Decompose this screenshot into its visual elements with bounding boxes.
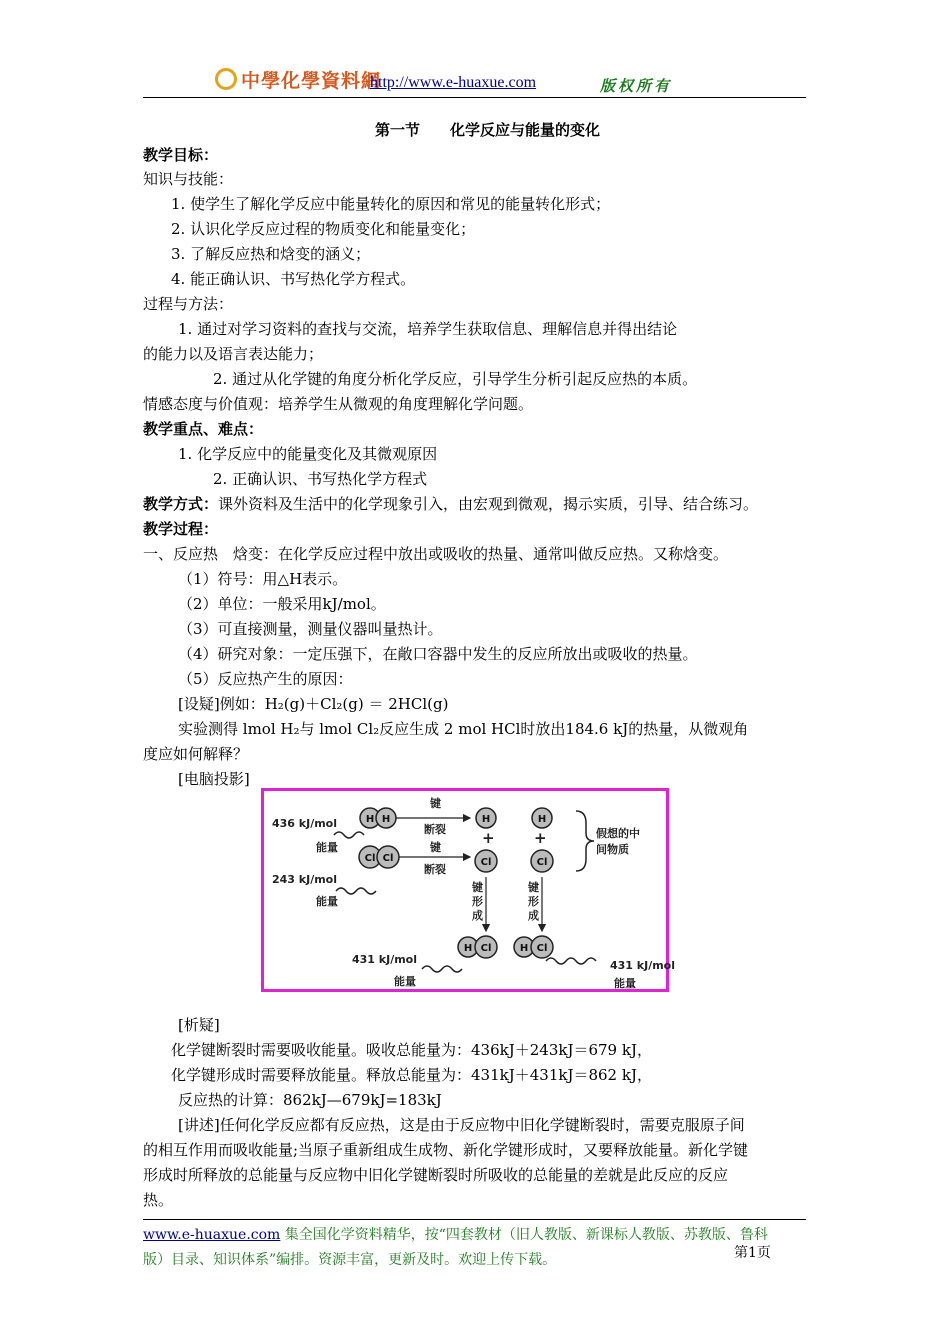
logo-text: 中學化學資料網 [241, 70, 382, 92]
atom-label: H [481, 814, 491, 825]
method-label: 教学方式： [143, 495, 219, 513]
energy-wave-icon [334, 832, 364, 838]
lecture-line: [讲述]任何化学反应都有反应热，这是由于反应物中旧化学键断裂时，需要克服原子间 [178, 1116, 745, 1134]
atom-label: Cl [536, 943, 548, 954]
knowledge-heading: 知识与技能： [143, 170, 234, 188]
atom-label: H [365, 814, 375, 825]
calc-line: 反应热的计算：862kJ—679kJ=183kJ [178, 1091, 442, 1109]
intermediate-label: 间物质 [596, 843, 629, 856]
plus-sign: + [482, 829, 495, 847]
point-item: （4）研究对象：一定压强下，在敞口容器中发生的反应所放出或吸收的热量。 [178, 645, 698, 663]
form-label: 键 [528, 881, 539, 894]
energy-wave-icon [336, 888, 376, 894]
point-item: （2）单位：一般采用kJ/mol。 [178, 595, 386, 613]
projection-label: [电脑投影] [178, 770, 250, 788]
keypoint-item: 1. 化学反应中的能量变化及其微观原因 [178, 445, 438, 463]
site-logo [215, 66, 381, 93]
plus-sign: + [534, 829, 547, 847]
atom-label: Cl [382, 853, 394, 864]
energy-wave-icon [422, 966, 462, 972]
point-item: （5）反应热产生的原因： [178, 670, 353, 688]
point-item: （1）符号：用△H表示。 [178, 570, 348, 588]
keypoint-item: 2. 正确认识、书写热化学方程式 [213, 470, 428, 488]
energy-value-1: 436 kJ/mol [272, 817, 338, 830]
energy-wave-icon [546, 958, 596, 964]
energy-value-3: 431 kJ/mol [352, 953, 418, 966]
form-label: 形 [528, 895, 539, 908]
lecture-line: 形成时所释放的总能量与反应物中旧化学键断裂时所吸收的总能量的差就是此反应的反应 [143, 1166, 729, 1184]
lecture-line: 的相互作用而吸收能量;当原子重新组成生成物、新化学键形成时，又要释放能量。新化学键 [143, 1141, 749, 1159]
question-line: [设疑]例如：H₂(g)＋Cl₂(g) ＝ 2HCl(g) [178, 695, 449, 713]
header-copyright: 版权所有 [600, 77, 673, 95]
process-item-line: 2. 通过从化学键的角度分析化学反应，引导学生分析引起反应热的本质。 [213, 370, 698, 388]
atom-label: H [463, 943, 473, 954]
analysis-label: [析疑] [178, 1016, 220, 1034]
form-label: 形 [472, 895, 483, 908]
break-label: 断裂 [424, 823, 446, 836]
brace-icon [576, 811, 594, 871]
atom-label: H [381, 814, 391, 825]
lecture-line: 热。 [143, 1191, 174, 1209]
energy-label: 能量 [614, 977, 636, 990]
knowledge-item: 2. 认识化学反应过程的物质变化和能量变化； [171, 220, 476, 238]
process-heading: 过程与方法： [143, 295, 234, 313]
header-rule [143, 97, 806, 98]
atom-label: H [519, 943, 529, 954]
bond-label: 键 [430, 841, 441, 854]
release-line: 化学键形成时需要释放能量。释放总能量为：431kJ＋431kJ＝862 kJ， [171, 1066, 652, 1084]
bond-energy-diagram [261, 788, 676, 992]
knowledge-item: 4. 能正确认识、书写热化学方程式。 [171, 270, 416, 288]
intermediate-label: 假想的中 [596, 827, 640, 840]
method-line [143, 494, 758, 514]
form-label: 键 [472, 881, 483, 894]
method-text: 课外资料及生活中的化学现象引入，由宏观到微观，揭示实质，引导、结合练习。 [218, 495, 759, 513]
form-label: 成 [528, 909, 539, 922]
page-title: 第一节 化学反应与能量的变化 [375, 121, 601, 139]
footer-site-link[interactable]: www.e-huaxue.com [143, 1227, 281, 1243]
footer-text [143, 1223, 788, 1273]
experiment-line: 实验测得 lmol H₂与 lmol Cl₂反应生成 2 mol HCl时放出184.6 kJ的热量，从微观角 [178, 720, 749, 738]
energy-label: 能量 [394, 975, 416, 988]
footer-rule [143, 1219, 806, 1220]
page-number: 第1页 [734, 1245, 771, 1261]
goals-heading: 教学目标： [143, 146, 219, 164]
experiment-line: 度应如何解释？ [143, 745, 249, 763]
knowledge-item: 1. 使学生了解化学反应中能量转化的原因和常见的能量转化形式； [171, 195, 611, 213]
knowledge-item: 3. 了解反应热和焓变的涵义； [171, 245, 371, 263]
atom-label: Cl [364, 853, 376, 864]
process-item-line: 1. 通过对学习资料的查找与交流，培养学生获取信息、理解信息并得出结论 [178, 320, 678, 338]
atom-label: Cl [480, 943, 492, 954]
form-label: 成 [472, 909, 483, 922]
energy-label: 能量 [316, 895, 338, 908]
bond-label: 键 [430, 797, 441, 810]
logo-ring-icon [215, 68, 237, 90]
energy-label: 能量 [316, 841, 338, 854]
reaction-heat-definition: 一、反应热 焓变：在化学反应过程中放出或吸收的热量、通常叫做反应热。又称焓变。 [143, 545, 729, 563]
atom-label: Cl [480, 857, 492, 868]
break-label: 断裂 [424, 863, 446, 876]
energy-value-2: 243 kJ/mol [272, 873, 338, 886]
keypoints-heading: 教学重点、难点： [143, 420, 264, 438]
atom-label: H [537, 814, 547, 825]
absorb-line: 化学键断裂时需要吸收能量。吸收总能量为：436kJ＋243kJ＝679 kJ， [171, 1041, 652, 1059]
energy-value-4: 431 kJ/mol [610, 959, 676, 972]
header-url-link[interactable]: http://www.e-huaxue.com [370, 74, 537, 91]
process-item-line: 的能力以及语言表达能力； [143, 345, 324, 363]
process-heading-2: 教学过程： [143, 520, 219, 538]
emotion-goal: 情感态度与价值观：培养学生从微观的角度理解化学问题。 [143, 395, 534, 413]
point-item: （3）可直接测量，测量仪器叫量热计。 [178, 620, 443, 638]
atom-label: Cl [536, 857, 548, 868]
footer-description: 集全国化学资料精华，按“四套教材（旧人教版、新课标人教版、苏教版、鲁科版）目录、知识体系”编排。资源丰富，更新及时。欢迎上传下载。 [143, 1227, 768, 1268]
